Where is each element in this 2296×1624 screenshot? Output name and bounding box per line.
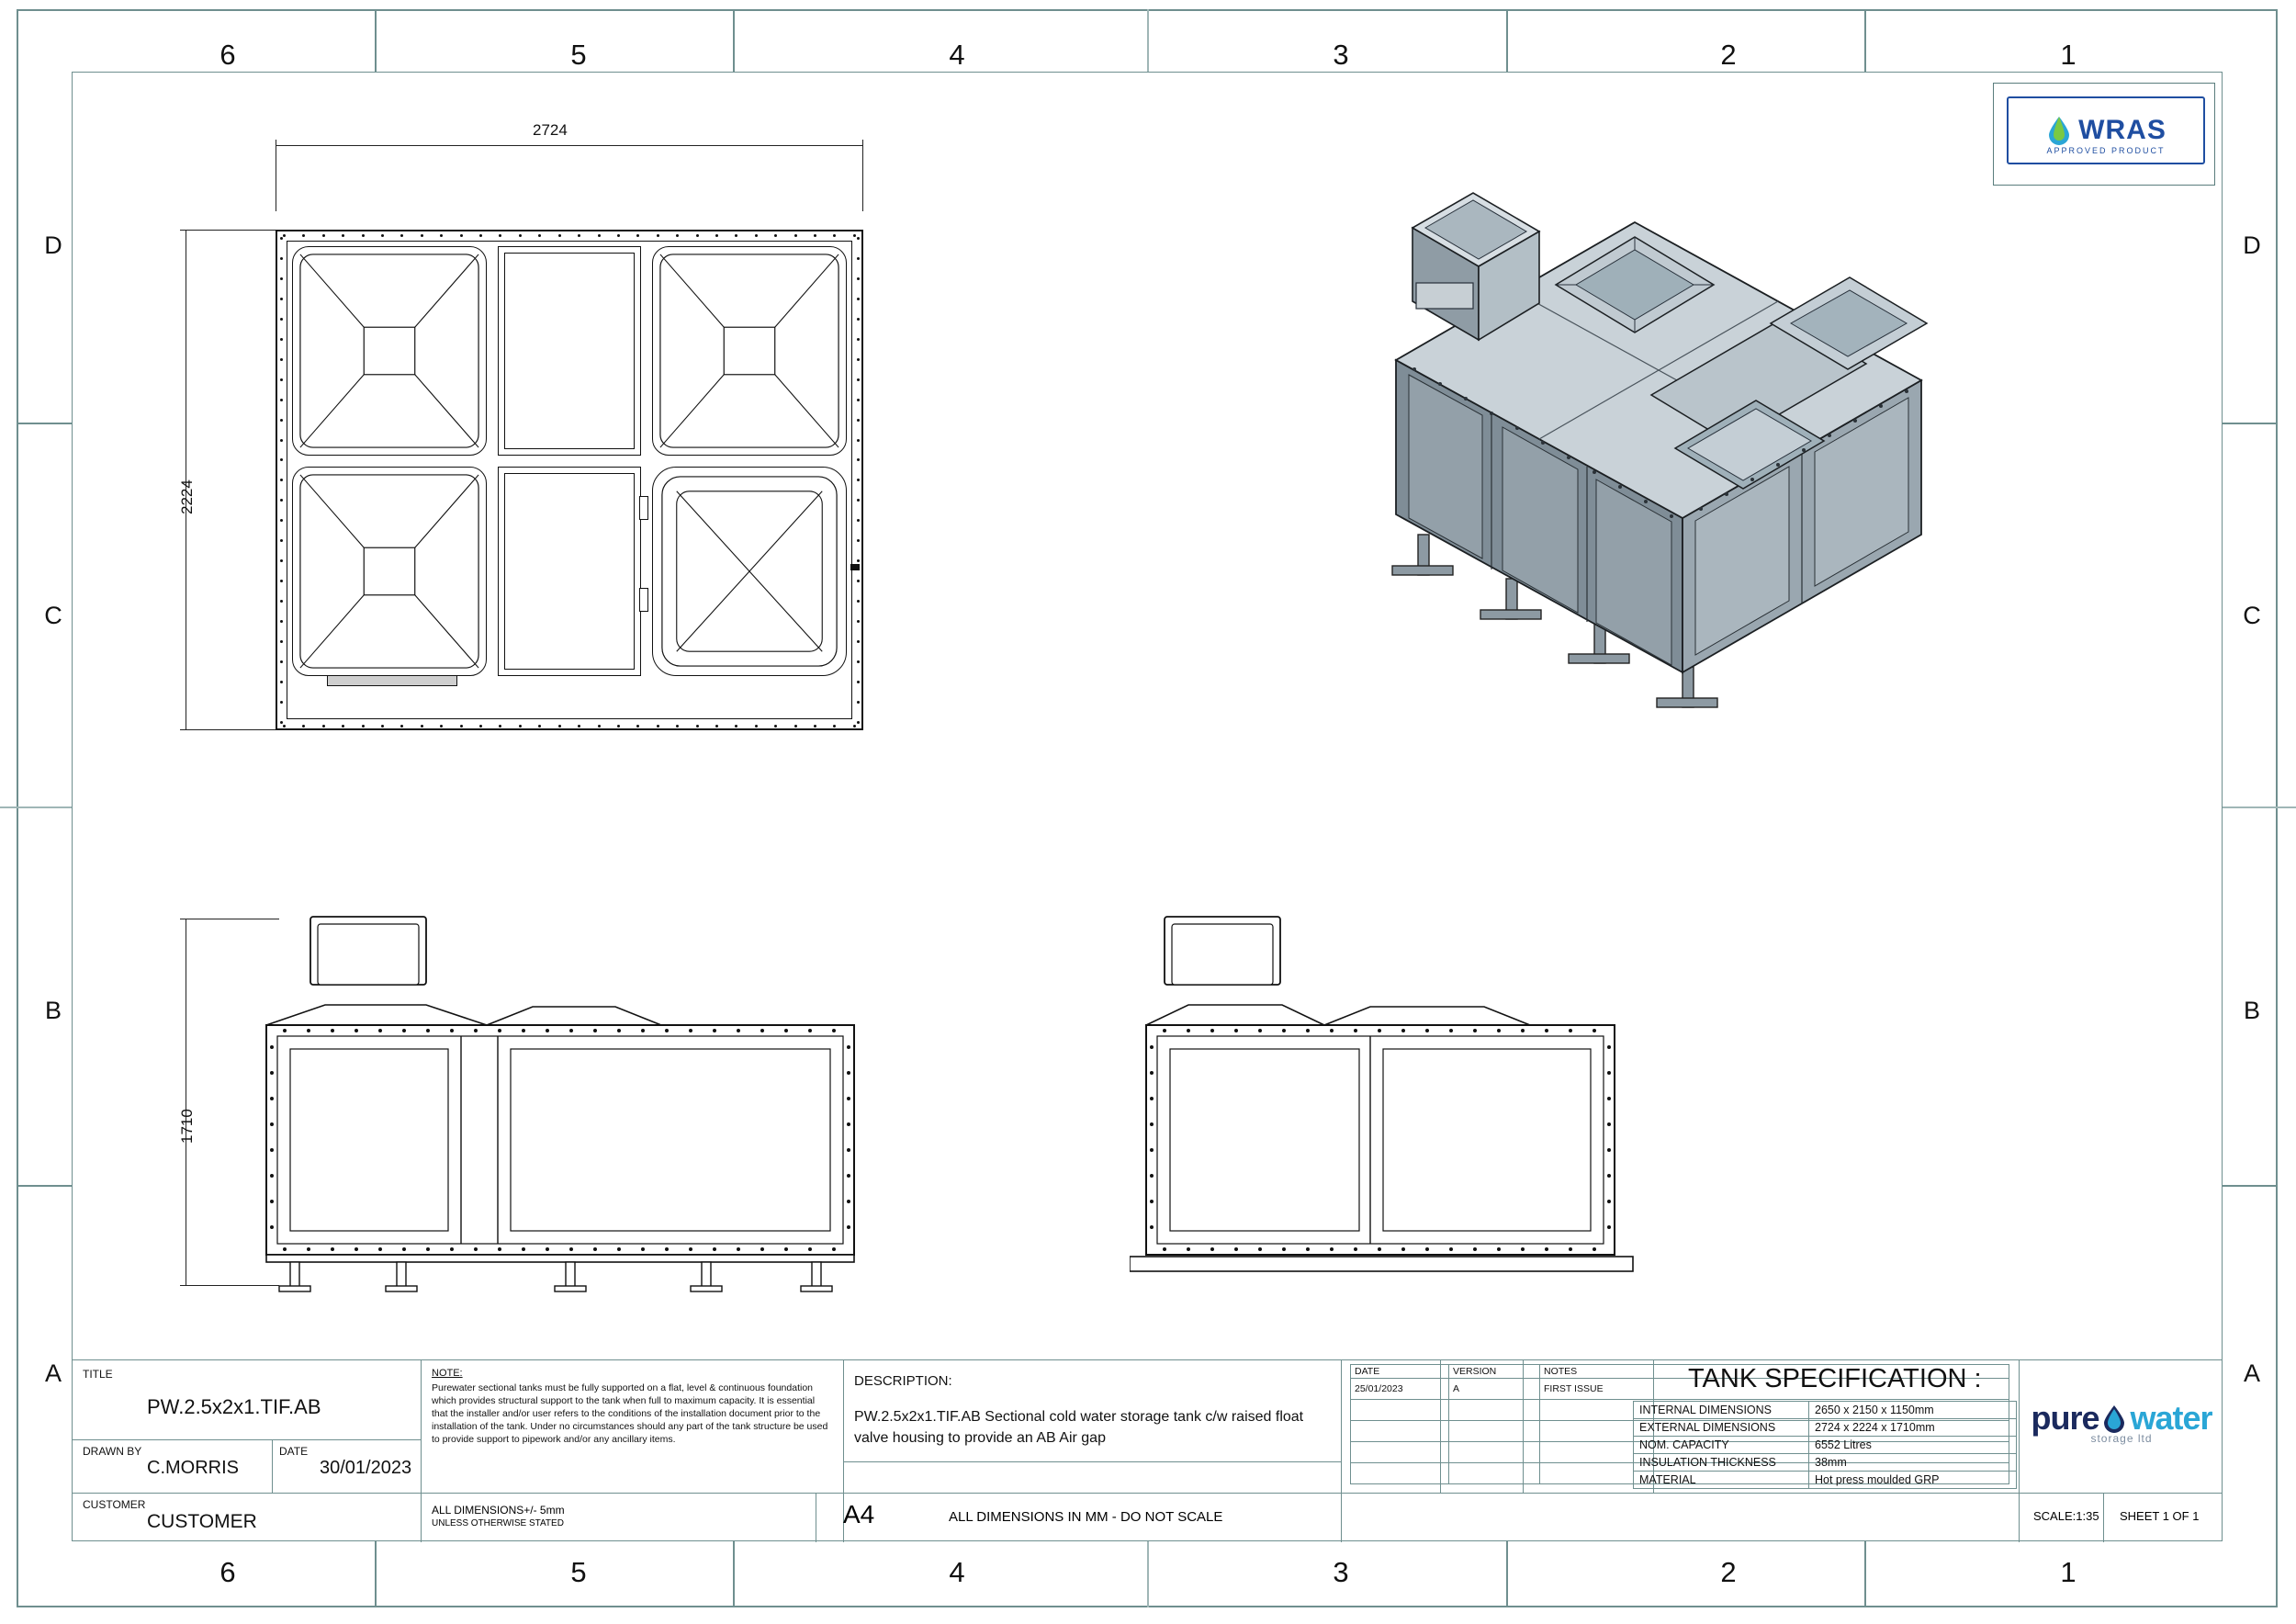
- title-value: PW.2.5x2x1.TIF.AB: [147, 1395, 321, 1418]
- plan-access-hatch: [652, 467, 847, 676]
- drawn-by-label: DRAWN BY: [83, 1445, 142, 1458]
- revision-date: [1351, 1421, 1449, 1442]
- hatch-cross-lines: [653, 468, 846, 675]
- customer-label: CUSTOMER: [83, 1498, 146, 1511]
- zone-column-bottom-6: 6: [219, 1556, 236, 1588]
- company-logo: [2030, 1399, 2213, 1445]
- spec-value: 6552 Litres: [1809, 1437, 2017, 1454]
- spec-value: 2724 x 2224 x 1710mm: [1809, 1419, 2017, 1437]
- zone-column-top-2: 2: [1720, 39, 1737, 71]
- spec-key: INTERNAL DIMENSIONS: [1634, 1402, 1809, 1419]
- title-label: TITLE: [83, 1368, 113, 1381]
- front-height-dimension: 1710: [178, 1109, 196, 1144]
- plan-lid-panel-top-right: [652, 246, 847, 456]
- zone-row-left-B: B: [44, 997, 62, 1024]
- description-value: PW.2.5x2x1.TIF.AB Sectional cold water storage tank c/w raised float valve housing to provide an AB Air gap: [854, 1409, 1304, 1447]
- company-name-pure: pure: [2031, 1399, 2099, 1437]
- zone-row-left-C: C: [44, 602, 62, 629]
- revision-header-version: VERSION: [1449, 1365, 1540, 1379]
- revision-header-notes: NOTES: [1540, 1365, 2009, 1379]
- customer-value: CUSTOMER: [147, 1511, 257, 1532]
- zone-column-top-5: 5: [570, 39, 587, 71]
- company-name-water: water: [2130, 1399, 2212, 1437]
- spec-row: [1634, 1419, 2017, 1437]
- spec-row: [1634, 1472, 2017, 1489]
- lid-pyramid-lines-3: [293, 468, 486, 675]
- plan-hatch-latch: [850, 564, 860, 570]
- revision-date: 25/01/2023: [1351, 1379, 1449, 1400]
- title-block: [72, 1359, 2223, 1541]
- lid-pyramid-lines: [293, 247, 486, 455]
- spec-value: Hot press moulded GRP: [1809, 1472, 2017, 1489]
- spec-row: [1634, 1402, 2017, 1419]
- spec-row: [1634, 1454, 2017, 1472]
- spec-value: 38mm: [1809, 1454, 2017, 1472]
- zone-column-top-1: 1: [2060, 39, 2077, 71]
- side-elevation-view: [1130, 909, 1644, 1295]
- spec-key: MATERIAL: [1634, 1472, 1809, 1489]
- zone-row-right-C: C: [2243, 602, 2261, 629]
- zone-row-right-B: B: [2243, 997, 2260, 1024]
- revision-date: [1351, 1442, 1449, 1463]
- zone-column-top-3: 3: [1333, 39, 1349, 71]
- zone-column-bottom-1: 1: [2060, 1556, 2077, 1588]
- zone-column-bottom-3: 3: [1333, 1556, 1349, 1588]
- plan-width-dimension: 2724: [533, 121, 568, 139]
- revision-version: [1449, 1421, 1540, 1442]
- plan-bolt-col-right: [856, 237, 860, 724]
- revision-date: [1351, 1463, 1449, 1484]
- plan-float-valve-housing-upper: [498, 246, 641, 456]
- plan-lid-panel-top-left: [292, 246, 487, 456]
- zone-column-top-4: 4: [949, 39, 965, 71]
- zone-row-left-D: D: [44, 231, 62, 259]
- date-value: 30/01/2023: [320, 1458, 412, 1478]
- scale-value: SCALE:1:35: [2033, 1509, 2099, 1523]
- plan-view: [178, 121, 845, 744]
- lid-pyramid-lines-2: [653, 247, 846, 455]
- crop-mark-right: [2223, 806, 2296, 808]
- zone-column-bottom-2: 2: [1720, 1556, 1737, 1588]
- plan-housing-tab-2: [639, 588, 648, 612]
- crop-mark-left: [0, 806, 72, 808]
- tolerance-line-1: ALL DIMENSIONS+/- 5mm: [432, 1504, 565, 1517]
- crop-mark-bottom: [1147, 1541, 1149, 1607]
- revision-version: A: [1449, 1379, 1540, 1400]
- revision-date: [1351, 1400, 1449, 1421]
- revision-version: [1449, 1400, 1540, 1421]
- front-elevation-view: [178, 909, 863, 1295]
- spec-key: EXTERNAL DIMENSIONS: [1634, 1419, 1809, 1437]
- wras-subtitle: APPROVED PRODUCT: [2046, 146, 2166, 155]
- note-heading: NOTE:: [432, 1368, 463, 1379]
- plan-bolt-row-bottom: [283, 724, 856, 727]
- zone-row-right-A: A: [2243, 1359, 2260, 1387]
- drawn-by-value: C.MORRIS: [147, 1458, 239, 1478]
- units-note: ALL DIMENSIONS IN MM - DO NOT SCALE: [949, 1509, 1223, 1525]
- company-tagline: storage ltd: [2090, 1432, 2153, 1445]
- spec-row: [1634, 1437, 2017, 1454]
- revision-version: [1449, 1442, 1540, 1463]
- plan-bolt-row-top: [283, 233, 856, 237]
- plan-bracket: [327, 675, 457, 686]
- plan-lid-panel-bottom-left: [292, 467, 487, 676]
- zone-column-bottom-4: 4: [949, 1556, 965, 1588]
- isometric-tank-graphic: [1359, 119, 2204, 762]
- crop-mark-top: [1147, 9, 1149, 72]
- zone-row-right-D: D: [2243, 231, 2261, 259]
- wras-title: WRAS: [2078, 115, 2167, 145]
- spec-table: [1633, 1401, 2017, 1489]
- spec-key: NOM. CAPACITY: [1634, 1437, 1809, 1454]
- revision-header-date: DATE: [1351, 1365, 1449, 1379]
- spec-value: 2650 x 2150 x 1150mm: [1809, 1402, 2017, 1419]
- plan-float-valve-housing-lower: [498, 467, 641, 676]
- description-label: DESCRIPTION:: [854, 1373, 952, 1389]
- note-body: Purewater sectional tanks must be fully supported on a flat, level & continuous foundation which provides structural support to the tank when full to maximum capacity. It is essential that the installer and/or user refers to the conditions of the installation document prior to the installation of the tank. Under no circumstances should any part of the tank structure be used to provide support to pipework and/or any ancillary items.: [432, 1382, 828, 1445]
- plan-bolt-col-left: [279, 237, 283, 724]
- revision-notes: FIRST ISSUE: [1540, 1379, 2009, 1400]
- plan-housing-tab: [639, 496, 648, 520]
- isometric-view: [1359, 119, 2204, 762]
- revision-version: [1449, 1463, 1540, 1484]
- plan-height-dimension: 2224: [178, 479, 196, 514]
- front-elevation-graphic: [257, 909, 863, 1295]
- sheet-size: A4: [843, 1500, 875, 1528]
- sheet-value: SHEET 1 OF 1: [2120, 1509, 2200, 1523]
- side-elevation-graphic: [1130, 909, 1644, 1295]
- droplet-icon: [2100, 1404, 2128, 1433]
- date-label: DATE: [279, 1445, 309, 1458]
- zone-row-left-A: A: [44, 1359, 62, 1387]
- tolerance-line-2: UNLESS OTHERWISE STATED: [432, 1518, 564, 1528]
- spec-key: INSULATION THICKNESS: [1634, 1454, 1809, 1472]
- spec-title: TANK SPECIFICATION :: [1688, 1364, 1982, 1393]
- zone-column-bottom-5: 5: [570, 1556, 587, 1588]
- zone-column-top-6: 6: [219, 39, 236, 71]
